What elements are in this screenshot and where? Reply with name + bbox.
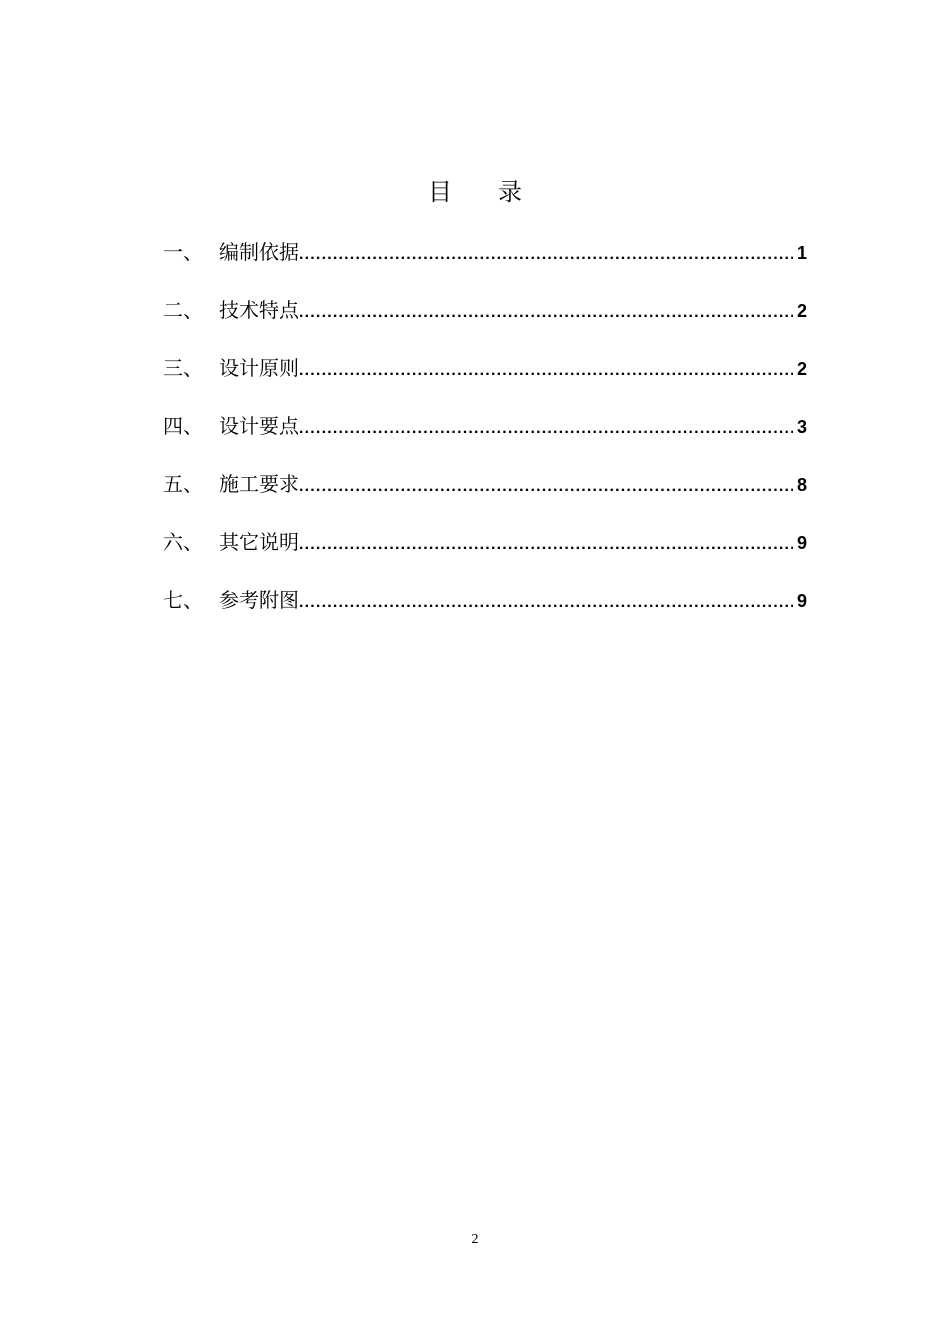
toc-entry-title[interactable]: 设计要点 <box>219 414 299 438</box>
toc-entry-number: 三、 <box>163 356 203 380</box>
toc-dot-leader <box>299 295 793 331</box>
toc-dot-leader <box>299 237 793 273</box>
toc-entry[interactable] <box>163 292 807 350</box>
toc-entry[interactable] <box>163 350 807 408</box>
toc-dot-leader <box>299 585 793 621</box>
toc-entry-number: 一、 <box>163 240 203 264</box>
toc-entry-number: 六、 <box>163 530 203 554</box>
toc-entry-title[interactable]: 技术特点 <box>219 298 299 322</box>
toc-entry-page[interactable]: 8 <box>796 475 807 495</box>
toc-title-part1: 目 <box>428 178 452 206</box>
toc-entry[interactable] <box>163 408 807 466</box>
toc-entry-number: 七、 <box>163 588 203 612</box>
toc-entry-page[interactable]: 1 <box>796 243 807 263</box>
toc-entry-title[interactable]: 编制依据 <box>219 240 299 264</box>
toc-entry-number: 二、 <box>163 298 203 322</box>
toc-entry-title[interactable]: 设计原则 <box>219 356 299 380</box>
toc-entry[interactable] <box>163 524 807 582</box>
toc-entry[interactable] <box>163 466 807 524</box>
toc-entry-number: 四、 <box>163 414 203 438</box>
toc-entry-page[interactable]: 2 <box>796 359 807 379</box>
page-number: 2 <box>471 1232 479 1247</box>
toc-entry-title[interactable]: 其它说明 <box>219 530 299 554</box>
toc-entry-page[interactable]: 2 <box>796 301 807 321</box>
toc-list <box>163 234 807 640</box>
toc-entry[interactable] <box>163 234 807 292</box>
toc-dot-leader <box>299 411 793 447</box>
toc-dot-leader <box>299 353 793 389</box>
toc-entry-number: 五、 <box>163 472 203 496</box>
toc-dot-leader <box>299 527 793 563</box>
toc-entry[interactable] <box>163 582 807 640</box>
toc-dot-leader <box>299 469 793 505</box>
toc-title <box>0 172 950 207</box>
toc-entry-title[interactable]: 施工要求 <box>219 472 299 496</box>
toc-entry-title[interactable]: 参考附图 <box>219 588 299 612</box>
toc-title-part2: 录 <box>498 178 522 206</box>
toc-entry-page[interactable]: 9 <box>796 591 807 611</box>
toc-entry-page[interactable]: 3 <box>796 417 807 437</box>
toc-entry-page[interactable]: 9 <box>796 533 807 553</box>
